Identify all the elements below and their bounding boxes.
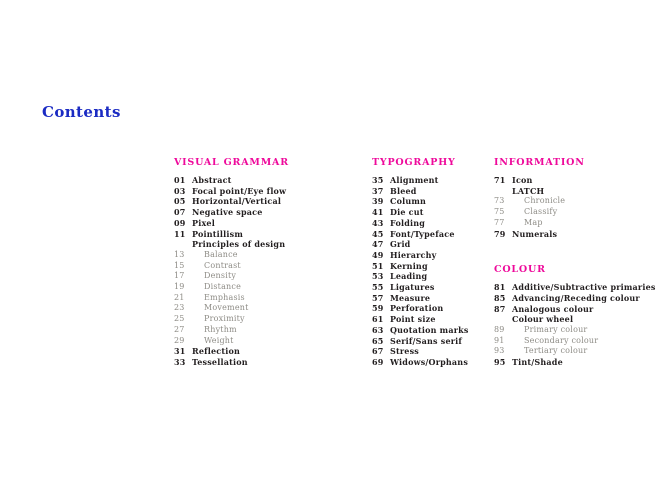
- toc-item-label: Classify: [524, 207, 558, 217]
- page-number: 27: [174, 324, 185, 334]
- toc-item: [174, 239, 370, 250]
- section-heading-colour: COLOUR: [494, 264, 546, 276]
- page-number: 91: [494, 335, 505, 345]
- toc-item: [174, 186, 370, 197]
- page-number: 47: [372, 239, 384, 250]
- toc-item: [494, 175, 670, 186]
- toc-item-label: Secondary colour: [524, 335, 599, 345]
- page-number: 85: [494, 292, 506, 303]
- toc-item-label: Widows/Orphans: [390, 356, 469, 367]
- toc-column-typography: [372, 157, 490, 368]
- toc-item: [494, 325, 670, 336]
- toc-item: [372, 175, 490, 186]
- toc-item-label: Tessellation: [192, 356, 248, 367]
- toc-item: [372, 218, 490, 229]
- page-number: 49: [372, 249, 384, 260]
- page-number: 45: [372, 228, 384, 239]
- page-number: 21: [174, 292, 185, 302]
- toc-item-label: Distance: [204, 282, 242, 292]
- toc-item-label: Serif/Sans serif: [390, 335, 463, 346]
- toc-item-label: Hierarchy: [390, 249, 437, 260]
- toc-item: [372, 186, 490, 197]
- toc-item: [174, 336, 370, 347]
- toc-item-label: Movement: [204, 303, 249, 313]
- page-number: 93: [494, 346, 505, 356]
- toc-item-label: Additive/Subtractive primaries: [512, 282, 656, 293]
- page-number: 89: [494, 325, 505, 335]
- toc-item: [372, 357, 490, 368]
- toc-item: [372, 250, 490, 261]
- toc-item-label: Advancing/Receding colour: [512, 292, 640, 303]
- toc-item: [372, 261, 490, 272]
- toc-section-typography: [372, 157, 490, 368]
- page-number: 95: [494, 357, 506, 368]
- toc-item-label: LATCH: [512, 185, 545, 196]
- toc-item: [174, 175, 370, 186]
- toc-item: [494, 346, 670, 357]
- page-number: 67: [372, 346, 384, 357]
- page-number: 73: [494, 196, 505, 206]
- page-number: 25: [174, 314, 185, 324]
- toc-item-label: Ligatures: [390, 282, 435, 293]
- page-number: 39: [372, 196, 384, 207]
- toc-item: [174, 207, 370, 218]
- toc-item: [372, 303, 490, 314]
- toc-item: [372, 325, 490, 336]
- toc-item: [372, 346, 490, 357]
- toc-item-label: Folding: [390, 217, 426, 228]
- section-heading-typography: TYPOGRAPHY: [372, 157, 456, 168]
- toc-item: [174, 325, 370, 336]
- toc-item: [174, 250, 370, 261]
- toc-item: [494, 282, 670, 293]
- toc-item-label: Bleed: [390, 185, 417, 196]
- toc-item-label: Abstract: [192, 175, 232, 185]
- toc-item-label: Point size: [390, 314, 436, 325]
- toc-item: [174, 346, 370, 357]
- page-number: 77: [494, 217, 505, 227]
- page-number: 37: [372, 185, 384, 196]
- toc-item-label: Map: [524, 217, 543, 227]
- page-number: 17: [174, 271, 185, 281]
- toc-item-label: Balance: [204, 249, 238, 259]
- toc-item-label: Measure: [390, 292, 431, 303]
- page-number: 61: [372, 314, 384, 325]
- toc-item-label: Pixel: [192, 217, 215, 228]
- page-number: 75: [494, 207, 505, 217]
- toc-item: [174, 282, 370, 293]
- page-number: 31: [174, 346, 186, 357]
- toc-item-label: Weight: [204, 335, 234, 345]
- toc-item: [372, 229, 490, 240]
- toc-item-label: Kerning: [390, 260, 428, 271]
- page-number: 51: [372, 260, 384, 271]
- toc-item-label: Principles of design: [192, 239, 286, 250]
- toc-item-label: Quotation marks: [390, 324, 469, 335]
- toc-item-label: Contrast: [204, 260, 241, 270]
- toc-item-label: Column: [390, 196, 427, 207]
- toc-item: [372, 282, 490, 293]
- toc-item-label: Numerals: [512, 228, 558, 239]
- toc-item-label: Font/Typeface: [390, 228, 455, 239]
- toc-column-information-colour: [494, 157, 670, 368]
- toc-item: [372, 293, 490, 304]
- toc-item: [174, 229, 370, 240]
- toc-item: [494, 293, 670, 304]
- page-number: 81: [494, 282, 506, 293]
- toc-item: [494, 336, 670, 347]
- toc-item: [174, 303, 370, 314]
- toc-item-label: Chronicle: [524, 196, 566, 206]
- page-number: 59: [372, 303, 384, 314]
- toc-item-label: Tint/Shade: [512, 357, 563, 368]
- page-number: 69: [372, 356, 384, 367]
- page-number: 03: [174, 185, 186, 196]
- toc-item: [494, 357, 670, 368]
- toc-item-label: Alignment: [390, 175, 439, 185]
- toc-item-label: Icon: [512, 175, 533, 185]
- page-number: 15: [174, 260, 185, 270]
- page-number: 33: [174, 356, 186, 367]
- toc-item: [494, 314, 670, 325]
- toc-item: [494, 207, 670, 218]
- page-number: 79: [494, 228, 506, 239]
- toc-item-label: Colour wheel: [512, 314, 574, 325]
- toc-section-visual-grammar: [174, 157, 370, 368]
- toc-item: [494, 218, 670, 229]
- toc-item: [174, 271, 370, 282]
- toc-item: [174, 293, 370, 304]
- toc-item: [174, 314, 370, 325]
- toc-item: [174, 261, 370, 272]
- page-number: 35: [372, 175, 384, 185]
- toc-item-label: Reflection: [192, 346, 241, 357]
- toc-item-label: Horizontal/Vertical: [192, 196, 282, 207]
- page-number: 05: [174, 196, 186, 207]
- page-number: 29: [174, 335, 185, 345]
- page-number: 71: [494, 175, 506, 185]
- page-number: 63: [372, 324, 384, 335]
- toc-item-label: Primary colour: [524, 325, 588, 335]
- toc-item: [372, 196, 490, 207]
- toc-item-label: Density: [204, 271, 237, 281]
- page-number: 13: [174, 249, 185, 259]
- page-number: 41: [372, 207, 384, 218]
- toc-column-visual-grammar: [174, 157, 370, 368]
- toc-item-label: Focal point/Eye flow: [192, 185, 287, 196]
- page-number: 07: [174, 207, 186, 218]
- toc-item: [494, 229, 670, 240]
- toc-item: [494, 196, 670, 207]
- toc-item: [174, 196, 370, 207]
- toc-item-label: Pointillism: [192, 228, 244, 239]
- toc-item: [372, 271, 490, 282]
- toc-section-colour: [494, 264, 670, 368]
- page-number: 87: [494, 303, 506, 314]
- page-number: 19: [174, 282, 185, 292]
- page-number: 43: [372, 217, 384, 228]
- toc-item-label: Tertiary colour: [524, 346, 588, 356]
- toc-item-label: Perforation: [390, 303, 444, 314]
- page-number: 65: [372, 335, 384, 346]
- toc-item-label: Analogous colour: [512, 303, 594, 314]
- page-number: 55: [372, 282, 384, 293]
- toc-item-label: Proximity: [204, 314, 245, 324]
- toc-item-label: Stress: [390, 346, 419, 357]
- toc-item: [372, 314, 490, 325]
- page-number: 11: [174, 228, 186, 239]
- toc-item: [372, 336, 490, 347]
- section-heading-visual-grammar: VISUAL GRAMMAR: [174, 157, 289, 168]
- toc-item: [372, 207, 490, 218]
- section-heading-information: INFORMATION: [494, 157, 585, 168]
- toc-item-label: Emphasis: [204, 292, 245, 302]
- page-title: Contents: [42, 103, 121, 121]
- toc-item: [174, 357, 370, 368]
- toc-item: [494, 186, 670, 197]
- page-number: 57: [372, 292, 384, 303]
- toc-item: [494, 304, 670, 315]
- toc-item-label: Rhythm: [204, 324, 237, 334]
- page-number: 09: [174, 217, 186, 228]
- toc-item-label: Leading: [390, 271, 428, 282]
- toc-item: [372, 239, 490, 250]
- page-number: 53: [372, 271, 384, 282]
- toc-item-label: Negative space: [192, 207, 263, 218]
- toc-item-label: Die cut: [390, 207, 424, 218]
- toc-item-label: Grid: [390, 239, 411, 250]
- toc-section-information: [494, 157, 670, 239]
- page-number: 01: [174, 175, 186, 185]
- toc-item: [174, 218, 370, 229]
- page-number: 23: [174, 303, 185, 313]
